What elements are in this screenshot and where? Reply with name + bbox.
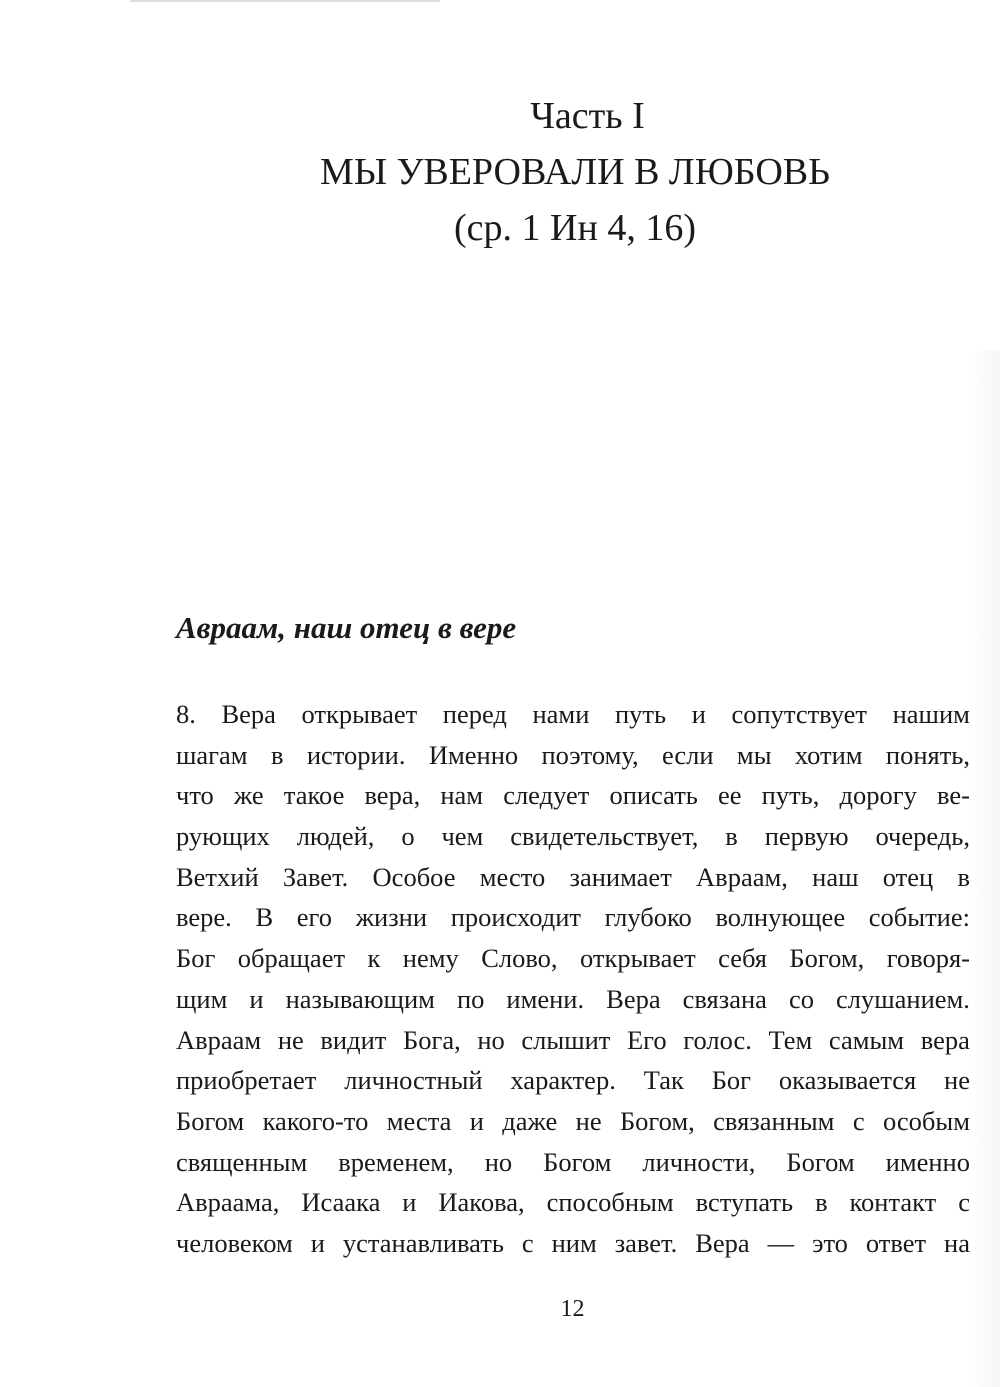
text-line: 8. Вера открывает перед нами путь и сопутствует нашим bbox=[176, 699, 970, 729]
section-heading: Авраам, наш отец в вере bbox=[176, 610, 517, 645]
text-line: щим и называющим по имени. Вера связана со слушанием. bbox=[176, 983, 970, 1014]
text-line: Авраам не видит Бога, но слышит Его голос. Тем самым вера bbox=[176, 1024, 970, 1055]
scan-edge-line bbox=[130, 0, 440, 2]
page-number: 12 bbox=[560, 1296, 585, 1322]
text-line: шагам в истории. Именно поэтому, если мы хотим понять, bbox=[176, 739, 970, 770]
text-line: Богом какого-то места и даже не Богом, связанным с особым bbox=[176, 1105, 970, 1136]
text-line: Ветхий Завет. Особое место занимает Авраам, наш отец в bbox=[176, 861, 970, 892]
part-number: Часть I bbox=[530, 95, 645, 137]
text-line: что же такое вера, нам следует описать ее путь, дорогу ве- bbox=[176, 780, 970, 811]
text-line: приобретает личностный характер. Так Бог оказывается не bbox=[176, 1065, 970, 1096]
text-line: Бог обращает к нему Слово, открывает себя Богом, говоря- bbox=[176, 943, 970, 974]
text-line: священным временем, но Богом личности, Богом именно bbox=[176, 1146, 970, 1177]
part-name: МЫ УВЕРОВАЛИ В ЛЮБОВЬ bbox=[320, 151, 830, 193]
text-line: рующих людей, о чем свидетельствует, в первую очередь, bbox=[176, 821, 970, 852]
part-title bbox=[0, 88, 1000, 256]
text-line: Авраама, Исаака и Иакова, способным вступать в контакт с bbox=[176, 1187, 970, 1218]
text-line: вере. В его жизни происходит глубоко волнующее событие: bbox=[176, 902, 970, 933]
page-edge-shade bbox=[972, 350, 1000, 1387]
text-line: человеком и устанавливать с ним завет. Вера — это ответ на bbox=[176, 1227, 970, 1258]
body-paragraph bbox=[176, 694, 970, 1264]
part-scripture-reference: (ср. 1 Ин 4, 16) bbox=[454, 207, 696, 249]
